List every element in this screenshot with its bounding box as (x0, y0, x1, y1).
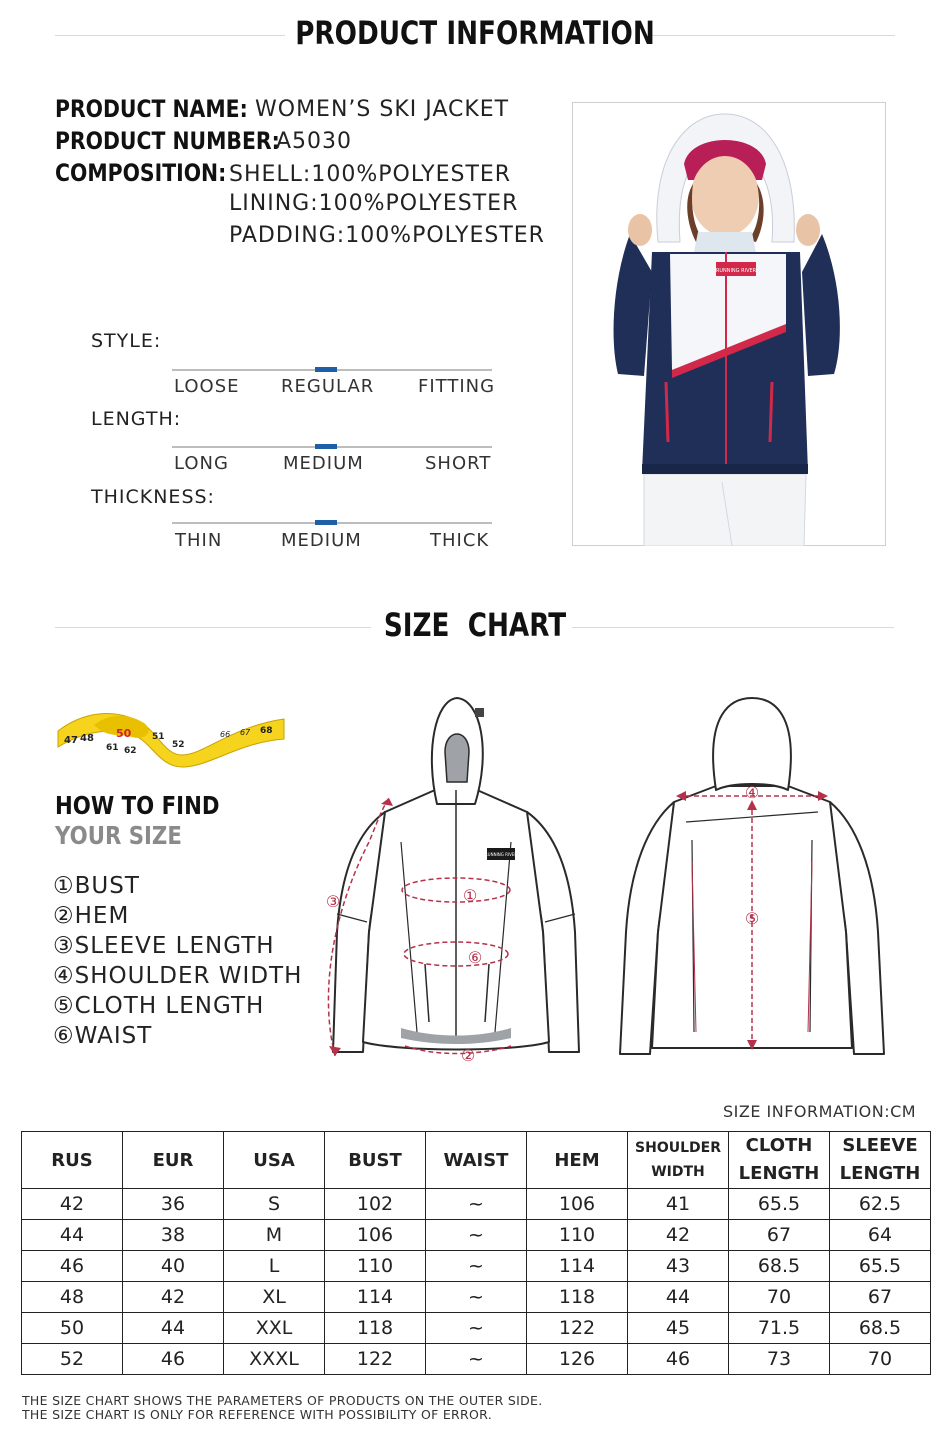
cell-sleeve-length: 64 (830, 1220, 931, 1251)
product-number-value: A5030 (276, 129, 353, 154)
cell-waist: ~ (426, 1282, 527, 1313)
tape-number: 50 (116, 727, 132, 740)
cell-bust: 110 (325, 1251, 426, 1282)
section-title-size: SIZE CHART (383, 606, 567, 644)
table-row (22, 1220, 931, 1251)
cell-hem: 126 (527, 1344, 628, 1375)
cell-sleeve-length: 67 (830, 1282, 931, 1313)
cell-hem: 110 (527, 1220, 628, 1251)
cell-rus: 46 (22, 1251, 123, 1282)
cell-bust: 122 (325, 1344, 426, 1375)
section-title-product: PRODUCT INFORMATION (295, 14, 655, 52)
size-note-2: THE SIZE CHART IS ONLY FOR REFERENCE WITH POSSIBILITY OF ERROR. (22, 1407, 492, 1422)
diagram-marker-bust: ① (462, 886, 478, 905)
diagram-marker-cloth-length: ⑤ (744, 909, 760, 928)
jacket-front-diagram (305, 692, 610, 1077)
product-name-label: PRODUCT NAME: (55, 95, 248, 123)
cell-cloth-length: 71.5 (729, 1313, 830, 1344)
cell-waist: ~ (426, 1313, 527, 1344)
tape-number: 66 (220, 730, 231, 739)
col-header-eur: EUR (123, 1132, 224, 1189)
composition-padding: PADDING:100%POLYESTER (229, 223, 545, 248)
col-header-waist: WAIST (426, 1132, 527, 1189)
cell-rus: 44 (22, 1220, 123, 1251)
col-header-rus: RUS (22, 1132, 123, 1189)
composition-shell: SHELL:100%POLYESTER (229, 162, 512, 187)
cell-waist: ~ (426, 1220, 527, 1251)
cell-cloth-length: 73 (729, 1344, 830, 1375)
measurement-bust: ①BUST (53, 873, 140, 899)
cell-sleeve-length: 62.5 (830, 1189, 931, 1220)
tape-number: 51 (152, 732, 165, 742)
cell-eur: 46 (123, 1344, 224, 1375)
cell-waist: ~ (426, 1344, 527, 1375)
col-header-sleeve-length: SLEEVE LENGTH (830, 1132, 931, 1189)
cell-bust: 118 (325, 1313, 426, 1344)
product-number-label: PRODUCT NUMBER: (55, 127, 280, 155)
table-row (22, 1282, 931, 1313)
cell-bust: 102 (325, 1189, 426, 1220)
size-information-unit: SIZE INFORMATION:CM (723, 1102, 917, 1121)
composition-label: COMPOSITION: (55, 159, 227, 187)
cell-eur: 44 (123, 1313, 224, 1344)
cell-bust: 106 (325, 1220, 426, 1251)
cell-usa: XXXL (224, 1344, 325, 1375)
cell-shoulder: 44 (628, 1282, 729, 1313)
size-chart-table (21, 1131, 931, 1375)
cell-rus: 50 (22, 1313, 123, 1344)
cell-rus: 52 (22, 1344, 123, 1375)
table-header-row (22, 1132, 931, 1189)
col-header-usa: USA (224, 1132, 325, 1189)
diagram-marker-hem: ② (460, 1046, 476, 1065)
cell-sleeve-length: 70 (830, 1344, 931, 1375)
thickness-scale-marker (315, 520, 337, 525)
tape-number: 47 (64, 735, 78, 746)
cell-shoulder: 46 (628, 1344, 729, 1375)
cell-sleeve-length: 68.5 (830, 1313, 931, 1344)
measurement-waist: ⑥WAIST (53, 1023, 153, 1049)
tape-number: 52 (172, 740, 185, 750)
cell-shoulder: 41 (628, 1189, 729, 1220)
cell-waist: ~ (426, 1189, 527, 1220)
length-option-short: SHORT (425, 453, 492, 474)
product-photo (572, 102, 886, 546)
jacket-back-diagram (612, 692, 892, 1062)
measurement-hem: ②HEM (53, 903, 130, 929)
tape-number: 48 (80, 733, 94, 744)
how-to-title: HOW TO FIND (55, 791, 220, 820)
cell-usa: S (224, 1189, 325, 1220)
composition-lining: LINING:100%POLYESTER (229, 191, 519, 216)
style-label: STYLE: (91, 330, 162, 352)
photo-chest-logo-text: RUNNING RIVER (715, 268, 757, 274)
length-scale-marker (315, 444, 337, 449)
length-option-medium: MEDIUM (283, 453, 364, 474)
product-name-value: WOMEN’S SKI JACKET (255, 97, 510, 122)
size-note-1: THE SIZE CHART SHOWS THE PARAMETERS OF PRODUCTS ON THE OUTER SIDE. (22, 1393, 543, 1408)
measurement-shoulder-width: ④SHOULDER WIDTH (53, 963, 303, 989)
style-scale-marker (315, 367, 337, 372)
table-row (22, 1251, 931, 1282)
tape-number: 62 (124, 746, 137, 756)
tape-number: 68 (260, 726, 273, 736)
col-header-hem: HEM (527, 1132, 628, 1189)
diagram-chest-logo-text: RUNNING RIVER (484, 852, 518, 857)
col-header-cloth-length: CLOTH LENGTH (729, 1132, 830, 1189)
col-header-shoulder-width: SHOULDER WIDTH (628, 1132, 729, 1189)
cell-hem: 118 (527, 1282, 628, 1313)
cell-usa: XXL (224, 1313, 325, 1344)
thickness-option-thin: THIN (175, 530, 223, 551)
style-option-regular: REGULAR (281, 376, 375, 397)
thickness-option-medium: MEDIUM (281, 530, 362, 551)
measuring-tape-icon (54, 695, 286, 770)
thickness-label: THICKNESS: (91, 486, 215, 508)
table-row (22, 1344, 931, 1375)
cell-hem: 122 (527, 1313, 628, 1344)
cell-usa: XL (224, 1282, 325, 1313)
tape-number: 67 (240, 728, 251, 737)
cell-eur: 38 (123, 1220, 224, 1251)
cell-rus: 48 (22, 1282, 123, 1313)
cell-shoulder: 42 (628, 1220, 729, 1251)
cell-cloth-length: 70 (729, 1282, 830, 1313)
col-header-bust: BUST (325, 1132, 426, 1189)
cell-usa: M (224, 1220, 325, 1251)
length-label: LENGTH: (91, 408, 182, 430)
cell-eur: 36 (123, 1189, 224, 1220)
cell-waist: ~ (426, 1251, 527, 1282)
cell-cloth-length: 67 (729, 1220, 830, 1251)
cell-shoulder: 45 (628, 1313, 729, 1344)
how-to-subtitle: YOUR SIZE (55, 821, 182, 850)
diagram-marker-waist: ⑥ (467, 948, 483, 967)
table-row (22, 1189, 931, 1220)
cell-usa: L (224, 1251, 325, 1282)
table-row (22, 1313, 931, 1344)
cell-rus: 42 (22, 1189, 123, 1220)
thickness-option-thick: THICK (430, 530, 490, 551)
style-option-loose: LOOSE (174, 376, 240, 397)
cell-hem: 114 (527, 1251, 628, 1282)
cell-eur: 40 (123, 1251, 224, 1282)
diagram-marker-sleeve: ③ (325, 892, 341, 911)
cell-cloth-length: 68.5 (729, 1251, 830, 1282)
cell-bust: 114 (325, 1282, 426, 1313)
cell-eur: 42 (123, 1282, 224, 1313)
cell-shoulder: 43 (628, 1251, 729, 1282)
measurement-sleeve-length: ③SLEEVE LENGTH (53, 933, 275, 959)
style-option-fitting: FITTING (418, 376, 496, 397)
cell-cloth-length: 65.5 (729, 1189, 830, 1220)
cell-hem: 106 (527, 1189, 628, 1220)
cell-sleeve-length: 65.5 (830, 1251, 931, 1282)
length-option-long: LONG (174, 453, 229, 474)
tape-number: 61 (106, 743, 119, 753)
diagram-marker-shoulder: ④ (744, 783, 760, 802)
measurement-cloth-length: ⑤CLOTH LENGTH (53, 993, 265, 1019)
